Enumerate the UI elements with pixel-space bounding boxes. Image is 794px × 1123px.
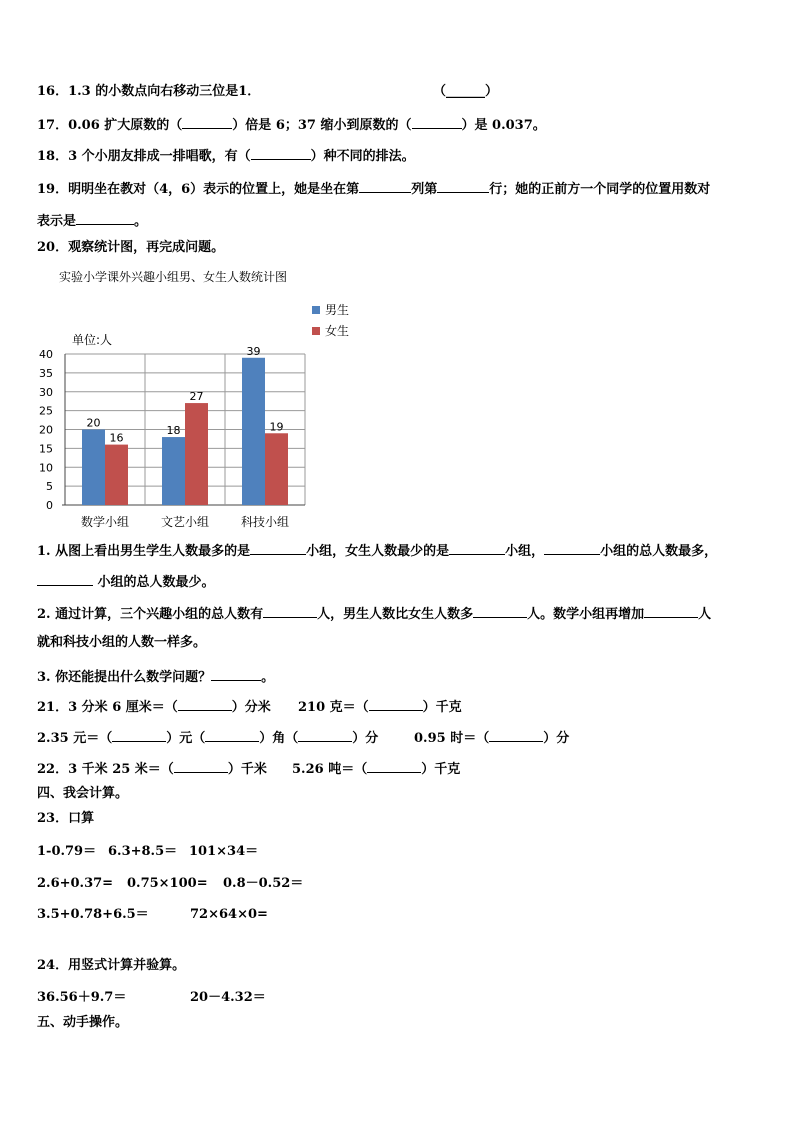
question-text: ）角（ — [259, 731, 299, 746]
category-label: 文艺小组 — [160, 515, 210, 529]
y-tick-label: 30 — [39, 385, 53, 399]
y-tick-label: 0 — [46, 499, 53, 512]
y-tick-label: 15 — [39, 442, 53, 456]
question-number: 24． — [37, 958, 69, 973]
calc-item: 101×34＝ — [189, 844, 259, 859]
sub-question-1 — [37, 541, 717, 560]
bar-value-label: 18 — [166, 424, 181, 438]
question-text: 小组的总人数最多， — [600, 544, 718, 559]
answer-blank[interactable] — [211, 667, 261, 681]
bar-value-label: 39 — [246, 344, 261, 358]
question-text: 小组， — [505, 544, 545, 559]
question-number: 17． — [37, 118, 69, 133]
answer-blank[interactable] — [263, 604, 317, 618]
answer-blank[interactable] — [449, 541, 505, 555]
question-text: 2.35 元＝（ — [37, 731, 113, 746]
question-text: 5.26 吨＝（ — [292, 762, 368, 777]
answer-blank[interactable] — [182, 116, 232, 129]
calc-item: 6.3+8.5＝ — [108, 844, 178, 859]
legend-swatch — [312, 327, 320, 335]
question-text: ）千克 — [422, 700, 462, 715]
question-number: 18． — [37, 149, 69, 164]
question-text: 用竖式计算并验算。 — [68, 958, 186, 973]
answer-blank[interactable] — [437, 179, 489, 193]
sub-question-3 — [37, 667, 274, 686]
answer-paren-16: （______） — [433, 84, 499, 99]
question-16 — [37, 84, 260, 100]
y-tick-label: 35 — [39, 366, 53, 380]
bar-value-label: 20 — [86, 416, 101, 430]
question-text: 观察统计图，再完成问题。 — [68, 240, 225, 255]
bar — [185, 403, 208, 505]
calc-item: 1-0.79＝ — [37, 844, 97, 859]
question-text: ）元（ — [166, 731, 206, 746]
answer-blank[interactable] — [251, 147, 311, 160]
bar — [105, 445, 128, 505]
calc-item: 72×64×0= — [190, 907, 268, 922]
question-number: 23． — [37, 811, 69, 826]
bar — [242, 358, 265, 505]
question-text: 小组的总人数最少。 — [97, 575, 215, 590]
question-text: 明明坐在教对（4，6）表示的位置上，她是坐在第 — [68, 182, 360, 197]
answer-blank[interactable] — [250, 541, 306, 555]
question-text: ）千米 — [227, 762, 267, 777]
question-text: 人 — [698, 607, 712, 622]
calc-item: 3.5+0.78+6.5＝ — [37, 907, 149, 922]
category-label: 科技小组 — [240, 515, 290, 529]
chart-title: 实验小学课外兴趣小组男、女生人数统计图 — [59, 270, 288, 284]
answer-blank[interactable] — [112, 729, 166, 742]
question-20 — [37, 240, 224, 256]
section-heading-4: 四、我会计算。 — [37, 786, 129, 801]
legend-swatch — [312, 306, 320, 314]
question-text: 。 — [261, 670, 275, 685]
sub-question-1-cont — [37, 572, 215, 591]
answer-blank[interactable] — [489, 729, 543, 742]
y-tick-label: 40 — [39, 348, 53, 361]
answer-blank[interactable] — [473, 604, 527, 618]
calc-item: 0.8－0.52＝ — [223, 876, 304, 891]
calc-item: 2.6+0.37= — [37, 876, 114, 891]
question-text: ）千克 — [421, 762, 461, 777]
section-heading-5: 五、动手操作。 — [37, 1015, 129, 1030]
bar-value-label: 19 — [269, 420, 284, 434]
question-text: 3. 你还能提出什么数学问题？ — [37, 670, 212, 685]
question-number: 19． — [37, 182, 69, 197]
question-text: 口算 — [68, 811, 95, 826]
answer-blank[interactable] — [37, 572, 93, 586]
answer-blank[interactable] — [174, 760, 228, 773]
question-text: ）是 0.037。 — [461, 118, 546, 133]
question-text: 行；她的正前方一个同学的位置用数对 — [489, 182, 711, 197]
answer-blank[interactable] — [205, 729, 259, 742]
question-21-d — [414, 729, 569, 747]
answer-blank[interactable] — [644, 604, 698, 618]
question-18 — [37, 147, 415, 165]
question-19-cont — [37, 211, 147, 230]
answer-blank[interactable] — [412, 116, 462, 129]
bar-value-label: 16 — [109, 431, 124, 445]
unit-label: 单位:人 — [72, 333, 113, 347]
question-21-b — [298, 698, 462, 716]
question-text: 2. 通过计算，三个兴趣小组的总人数有 — [37, 607, 264, 622]
question-17 — [37, 116, 546, 134]
sub-question-2 — [37, 604, 711, 623]
sub-question-2-cont — [37, 635, 206, 651]
question-number: 22． — [37, 762, 69, 777]
answer-blank[interactable] — [76, 211, 134, 225]
calc-item: 0.75×100= — [127, 876, 208, 891]
answer-blank[interactable] — [359, 179, 411, 193]
answer-blank[interactable] — [544, 541, 600, 555]
question-number: 21． — [37, 700, 69, 715]
question-text: 3 个小朋友排成一排唱歌，有（ — [68, 149, 251, 164]
question-text: 列第 — [411, 182, 438, 197]
category-label: 数学小组 — [80, 515, 130, 529]
question-text: ）倍是 6；37 缩小到原数的（ — [232, 118, 412, 133]
question-24 — [37, 958, 185, 974]
bar-value-label: 27 — [189, 390, 204, 404]
question-23 — [37, 811, 94, 827]
question-text: 表示是 — [37, 214, 77, 229]
question-text: 0.95 时＝（ — [414, 731, 490, 746]
question-text: ）分 — [352, 731, 379, 746]
answer-blank[interactable] — [298, 729, 352, 742]
question-text: 3 千米 25 米＝（ — [68, 762, 174, 777]
question-text: 就和科技小组的人数一样多。 — [37, 635, 207, 650]
question-text: ）种不同的排法。 — [310, 149, 415, 164]
legend-label: 男生 — [325, 303, 350, 317]
question-text: 人，男生人数比女生人数多 — [317, 607, 474, 622]
question-19 — [37, 179, 710, 198]
question-text: 210 克＝（ — [298, 700, 369, 715]
calc-item: 36.56＋9.7＝ — [37, 990, 127, 1005]
answer-blank[interactable] — [178, 698, 232, 711]
bar — [162, 437, 185, 505]
y-tick-label: 10 — [39, 461, 53, 475]
y-tick-label: 20 — [39, 423, 53, 437]
question-text: 0.06 扩大原数的（ — [68, 118, 183, 133]
question-number: 20． — [37, 240, 69, 255]
question-text: 1. 从图上看出男生学生人数最多的是 — [37, 544, 251, 559]
question-text: 小组，女生人数最少的是 — [306, 544, 450, 559]
bar — [82, 430, 105, 506]
question-text: 。 — [134, 214, 148, 229]
question-text: 3 分米 6 厘米＝（ — [68, 700, 178, 715]
question-22-b — [292, 760, 460, 778]
y-tick-label: 5 — [46, 480, 53, 494]
question-22 — [37, 760, 267, 778]
question-21-c — [37, 729, 378, 747]
question-number: 16． — [37, 84, 69, 99]
question-text: ）分 — [543, 731, 570, 746]
bar — [265, 433, 288, 505]
question-text: ）分米 — [231, 700, 271, 715]
answer-blank[interactable] — [367, 760, 421, 773]
question-text: 人。数学小组再增加 — [527, 607, 645, 622]
question-21 — [37, 698, 271, 716]
legend-label: 女生 — [325, 324, 350, 338]
question-text: 1.3 的小数点向右移动三位是1． — [68, 84, 261, 99]
calc-item: 20－4.32＝ — [190, 990, 266, 1005]
answer-blank[interactable] — [369, 698, 423, 711]
y-tick-label: 25 — [39, 404, 53, 418]
